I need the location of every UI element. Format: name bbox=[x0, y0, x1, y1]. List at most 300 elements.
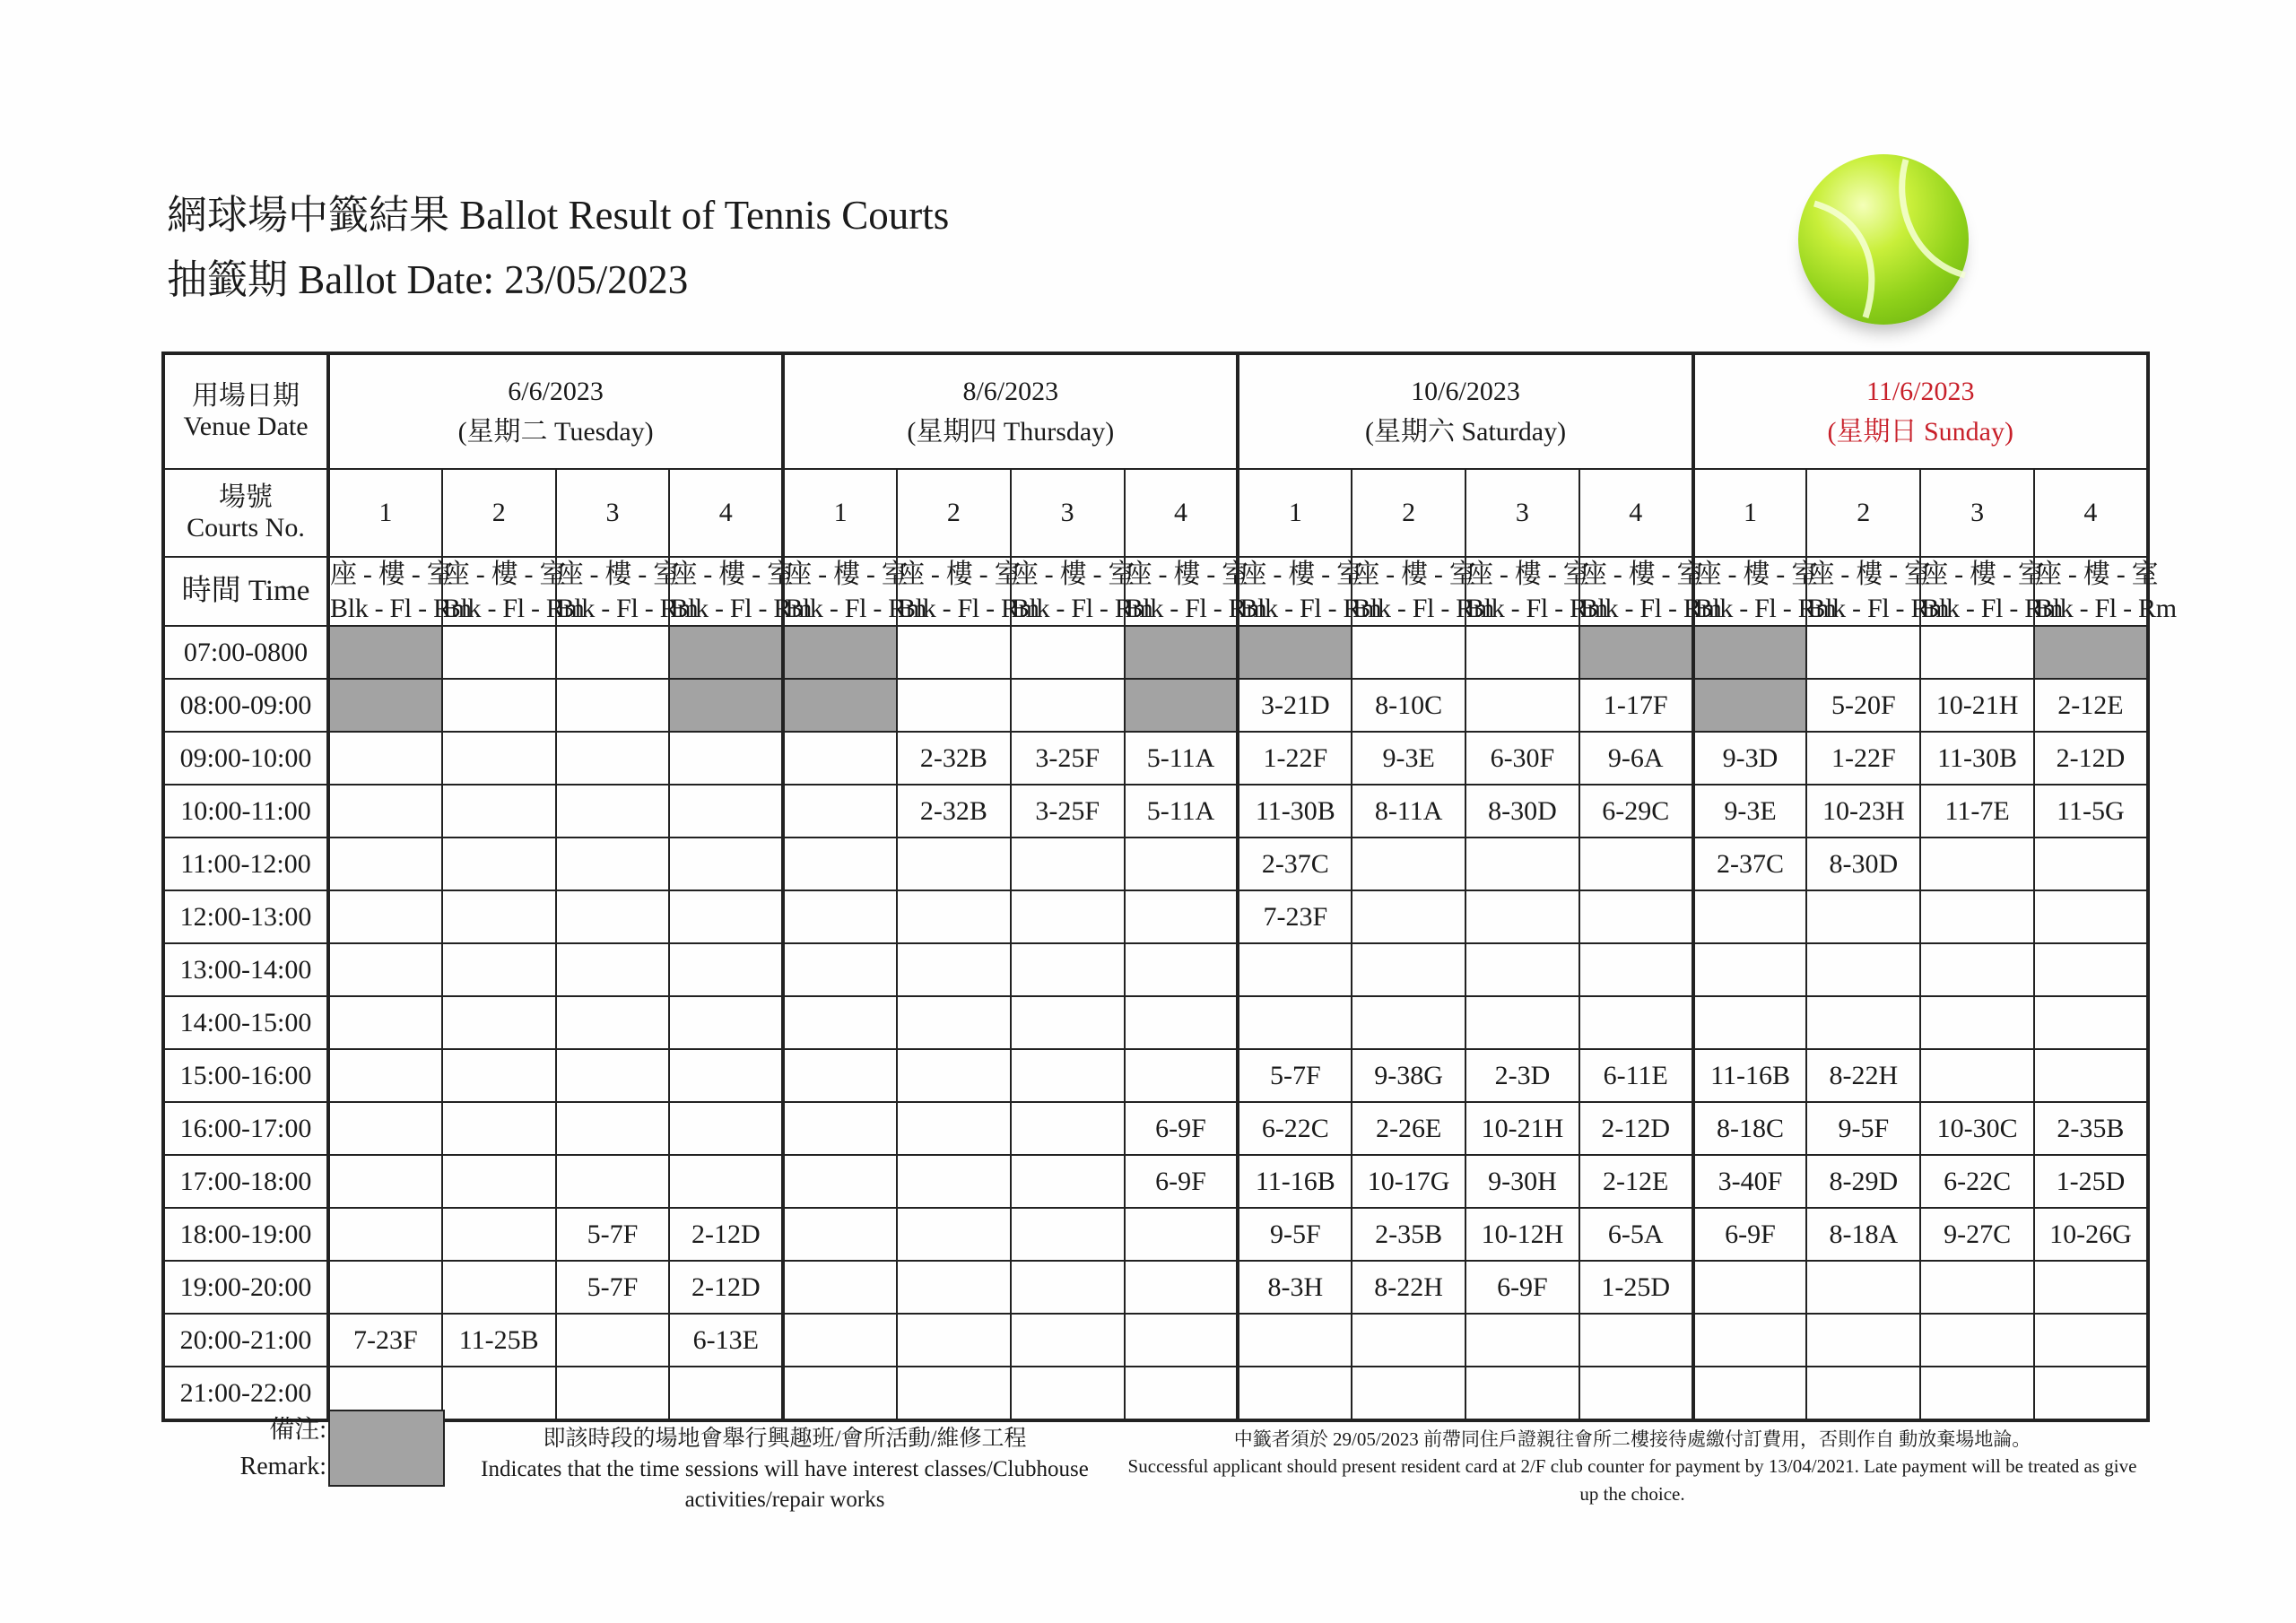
ballot-cell bbox=[1238, 1367, 1352, 1420]
table-row bbox=[163, 1155, 2148, 1208]
courts-label-en: Courts No. bbox=[187, 513, 305, 542]
ballot-cell: 3-25F bbox=[1011, 785, 1125, 838]
reserved-cell bbox=[2034, 626, 2148, 679]
ballot-cell bbox=[669, 1155, 783, 1208]
ballot-cell bbox=[897, 1049, 1011, 1102]
ballot-cell bbox=[783, 943, 897, 996]
court-number: 4 bbox=[1579, 469, 1693, 557]
ballot-cell bbox=[556, 1314, 670, 1367]
ballot-cell: 2-12E bbox=[2034, 679, 2148, 732]
ballot-cell bbox=[1011, 1208, 1125, 1261]
ballot-cell: 7-23F bbox=[1238, 890, 1352, 943]
unit-format-en: Blk - Fl - Rm bbox=[442, 593, 585, 623]
time-slot-label: 16:00-17:00 bbox=[163, 1102, 328, 1155]
venue-date-label-zh: 用場日期 bbox=[192, 380, 300, 411]
ballot-cell: 5-20F bbox=[1806, 679, 1920, 732]
ballot-cell bbox=[897, 1261, 1011, 1314]
ballot-cell bbox=[1125, 1049, 1239, 1102]
shade-note-en: Indicates that the time sessions will have interest classes/Clubhouse activities/repair works bbox=[481, 1456, 1089, 1512]
unit-format-en: Blk - Fl - Rm bbox=[785, 593, 926, 623]
ballot-cell bbox=[556, 1155, 670, 1208]
ballot-cell bbox=[442, 626, 556, 679]
ballot-cell: 2-12E bbox=[1579, 1155, 1693, 1208]
ballot-cell bbox=[783, 1102, 897, 1155]
day-header-saturday bbox=[1238, 353, 1692, 469]
ballot-cell bbox=[783, 1367, 897, 1420]
court-number: 1 bbox=[1238, 469, 1352, 557]
ballot-cell: 8-11A bbox=[1352, 785, 1465, 838]
reserved-cell bbox=[328, 626, 442, 679]
ballot-cell: 10-26G bbox=[2034, 1208, 2148, 1261]
ballot-cell bbox=[1352, 1314, 1465, 1367]
ballot-cell bbox=[669, 996, 783, 1049]
table-row bbox=[163, 785, 2148, 838]
ballot-cell: 9-5F bbox=[1806, 1102, 1920, 1155]
time-slot-label: 10:00-11:00 bbox=[163, 785, 328, 838]
unit-format-en: Blk - Fl - Rm bbox=[1921, 593, 2063, 623]
ballot-cell bbox=[1579, 943, 1693, 996]
ballot-cell bbox=[556, 890, 670, 943]
venue-date-label bbox=[163, 353, 328, 469]
ballot-cell bbox=[1011, 890, 1125, 943]
ballot-cell bbox=[1352, 996, 1465, 1049]
ballot-cell bbox=[897, 1208, 1011, 1261]
ballot-cell bbox=[442, 943, 556, 996]
ballot-cell bbox=[1125, 1261, 1239, 1314]
ballot-cell: 10-21H bbox=[1465, 1102, 1579, 1155]
ballot-cell: 5-7F bbox=[556, 1261, 670, 1314]
ballot-cell bbox=[442, 785, 556, 838]
ballot-cell bbox=[1011, 1102, 1125, 1155]
ballot-cell bbox=[1352, 1367, 1465, 1420]
ballot-cell bbox=[2034, 1261, 2148, 1314]
day-header-sunday bbox=[1693, 353, 2148, 469]
ballot-cell bbox=[1125, 890, 1239, 943]
ballot-cell bbox=[1693, 890, 1807, 943]
remark-label-en: Remark: bbox=[239, 1452, 326, 1480]
table-row bbox=[163, 1314, 2148, 1367]
ballot-cell bbox=[1806, 890, 1920, 943]
ballot-cell: 11-16B bbox=[1693, 1049, 1807, 1102]
court-number: 1 bbox=[783, 469, 897, 557]
unit-format-zh: 座 - 樓 - 室 bbox=[1921, 560, 2045, 589]
ballot-cell: 3-25F bbox=[1011, 732, 1125, 785]
ballot-cell: 2-37C bbox=[1238, 838, 1352, 890]
shade-note bbox=[453, 1424, 1117, 1515]
unit-format-zh: 座 - 樓 - 室 bbox=[1466, 560, 1590, 589]
unit-format-en: Blk - Fl - Rm bbox=[1239, 593, 1382, 623]
ballot-cell bbox=[783, 1314, 897, 1367]
table-row bbox=[163, 1102, 2148, 1155]
ballot-cell bbox=[442, 1367, 556, 1420]
ballot-cell: 11-7E bbox=[1920, 785, 2034, 838]
unit-format-label bbox=[1920, 557, 2063, 626]
ballot-cell bbox=[1465, 1314, 1579, 1367]
ballot-cell bbox=[328, 1102, 442, 1155]
time-slot-label: 07:00-0800 bbox=[163, 626, 328, 679]
ballot-cell bbox=[897, 1314, 1011, 1367]
ballot-cell: 2-32B bbox=[897, 732, 1011, 785]
unit-format-label bbox=[1465, 557, 1608, 626]
ballot-cell bbox=[1011, 838, 1125, 890]
ballot-cell bbox=[2034, 943, 2148, 996]
unit-format-zh: 座 - 樓 - 室 bbox=[670, 560, 794, 589]
ballot-cell bbox=[442, 679, 556, 732]
ballot-cell bbox=[1579, 996, 1693, 1049]
ballot-cell bbox=[897, 626, 1011, 679]
time-slot-label: 12:00-13:00 bbox=[163, 890, 328, 943]
unit-format-en: Blk - Fl - Rm bbox=[2035, 593, 2177, 623]
ballot-cell: 6-13E bbox=[669, 1314, 783, 1367]
ballot-cell: 9-3E bbox=[1352, 732, 1465, 785]
ballot-cell: 3-40F bbox=[1693, 1155, 1807, 1208]
ballot-cell bbox=[442, 1208, 556, 1261]
ballot-cell bbox=[1693, 996, 1807, 1049]
ballot-cell bbox=[1125, 838, 1239, 890]
reserved-cell bbox=[783, 626, 897, 679]
ballot-cell: 2-12D bbox=[1579, 1102, 1693, 1155]
ballot-cell: 2-35B bbox=[2034, 1102, 2148, 1155]
ballot-cell bbox=[783, 1049, 897, 1102]
page-title: 網球場中籤結果 Ballot Result of Tennis Courts bbox=[167, 193, 950, 238]
unit-format-en: Blk - Fl - Rm bbox=[1125, 593, 1267, 623]
court-number: 2 bbox=[897, 469, 1011, 557]
ballot-cell: 8-30D bbox=[1465, 785, 1579, 838]
court-number: 4 bbox=[669, 469, 783, 557]
ballot-cell bbox=[897, 943, 1011, 996]
unit-format-zh: 座 - 樓 - 室 bbox=[1239, 560, 1363, 589]
ballot-cell bbox=[328, 1261, 442, 1314]
ballot-cell bbox=[1352, 890, 1465, 943]
unit-format-zh: 座 - 樓 - 室 bbox=[556, 560, 680, 589]
ballot-cell bbox=[1920, 626, 2034, 679]
ballot-cell bbox=[1125, 1367, 1239, 1420]
ballot-cell: 8-3H bbox=[1238, 1261, 1352, 1314]
ballot-table bbox=[161, 352, 2177, 1422]
ballot-cell: 8-18C bbox=[1693, 1102, 1807, 1155]
time-slot-label: 11:00-12:00 bbox=[163, 838, 328, 890]
ballot-cell bbox=[1238, 996, 1352, 1049]
ballot-cell bbox=[1465, 679, 1579, 732]
ballot-cell bbox=[897, 996, 1011, 1049]
ballot-cell bbox=[328, 890, 442, 943]
day-header-tuesday bbox=[328, 353, 783, 469]
ballot-cell bbox=[556, 732, 670, 785]
reserved-cell bbox=[1125, 626, 1239, 679]
ballot-cell: 2-37C bbox=[1693, 838, 1807, 890]
ballot-cell: 11-30B bbox=[1920, 732, 2034, 785]
ballot-cell bbox=[556, 626, 670, 679]
ballot-cell bbox=[2034, 996, 2148, 1049]
ballot-cell bbox=[669, 1367, 783, 1420]
ballot-cell bbox=[669, 890, 783, 943]
ballot-cell bbox=[1125, 1314, 1239, 1367]
courts-label-zh: 場號 bbox=[219, 482, 273, 512]
ballot-date: 抽籤期 Ballot Date: 23/05/2023 bbox=[167, 257, 689, 302]
ballot-cell: 8-30D bbox=[1806, 838, 1920, 890]
ballot-cell bbox=[328, 838, 442, 890]
ballot-cell bbox=[442, 732, 556, 785]
ballot-cell bbox=[1806, 996, 1920, 1049]
ballot-cell bbox=[1693, 1261, 1807, 1314]
tennis-ball-icon bbox=[1798, 154, 1969, 325]
table-row bbox=[163, 626, 2148, 679]
ballot-cell bbox=[442, 890, 556, 943]
ballot-cell bbox=[1011, 996, 1125, 1049]
day-weekday: (星期日 Sunday) bbox=[1827, 417, 2013, 447]
ballot-cell bbox=[1352, 626, 1465, 679]
ballot-cell: 1-22F bbox=[1806, 732, 1920, 785]
day-date: 11/6/2023 bbox=[1866, 377, 1975, 406]
ballot-cell: 9-3E bbox=[1693, 785, 1807, 838]
ballot-cell bbox=[442, 1102, 556, 1155]
unit-format-label bbox=[328, 557, 472, 626]
ballot-cell: 9-30H bbox=[1465, 1155, 1579, 1208]
time-slot-label: 18:00-19:00 bbox=[163, 1208, 328, 1261]
ballot-cell bbox=[442, 838, 556, 890]
ballot-cell: 5-11A bbox=[1125, 785, 1239, 838]
unit-format-en: Blk - Fl - Rm bbox=[897, 593, 1039, 623]
court-number: 3 bbox=[556, 469, 670, 557]
payment-note bbox=[1126, 1426, 2139, 1507]
ballot-cell bbox=[1693, 943, 1807, 996]
day-weekday: (星期四 Thursday) bbox=[907, 417, 1115, 447]
ballot-cell: 6-9F bbox=[1125, 1102, 1239, 1155]
unit-format-zh: 座 - 樓 - 室 bbox=[1352, 560, 1476, 589]
ballot-cell: 2-12D bbox=[2034, 732, 2148, 785]
unit-format-en: Blk - Fl - Rm bbox=[330, 593, 472, 623]
ballot-cell bbox=[1465, 838, 1579, 890]
payment-note-zh: 中籤者須於 29/05/2023 前帶同住戶證親往會所二樓接待處繳付訂費用，否則作自 動放棄場地論。 bbox=[1233, 1428, 2031, 1450]
ballot-cell: 8-22H bbox=[1352, 1261, 1465, 1314]
ballot-cell: 9-27C bbox=[1920, 1208, 2034, 1261]
ballot-cell bbox=[1806, 943, 1920, 996]
ballot-cell bbox=[1011, 1314, 1125, 1367]
ballot-cell: 6-29C bbox=[1579, 785, 1693, 838]
table-row bbox=[163, 679, 2148, 732]
unit-format-label bbox=[669, 557, 813, 626]
ballot-cell bbox=[556, 943, 670, 996]
ballot-cell bbox=[1920, 1261, 2034, 1314]
ballot-cell bbox=[2034, 1314, 2148, 1367]
table-row bbox=[163, 890, 2148, 943]
day-date: 8/6/2023 bbox=[962, 377, 1059, 406]
ballot-cell bbox=[1806, 1314, 1920, 1367]
ballot-cell: 10-17G bbox=[1352, 1155, 1465, 1208]
ballot-cell: 5-11A bbox=[1125, 732, 1239, 785]
ballot-cell bbox=[1579, 890, 1693, 943]
day-date: 6/6/2023 bbox=[508, 377, 604, 406]
ballot-cell bbox=[1806, 1261, 1920, 1314]
ballot-cell bbox=[783, 838, 897, 890]
ballot-cell: 11-5G bbox=[2034, 785, 2148, 838]
ballot-cell: 9-38G bbox=[1352, 1049, 1465, 1102]
ballot-cell bbox=[1011, 1261, 1125, 1314]
ballot-cell: 5-7F bbox=[556, 1208, 670, 1261]
ballot-cell: 2-26E bbox=[1352, 1102, 1465, 1155]
unit-format-label bbox=[1011, 557, 1153, 626]
ballot-cell bbox=[2034, 1367, 2148, 1420]
unit-format-en: Blk - Fl - Rm bbox=[1352, 593, 1495, 623]
time-slot-label: 21:00-22:00 bbox=[163, 1367, 328, 1420]
ballot-cell bbox=[897, 838, 1011, 890]
ballot-cell: 1-17F bbox=[1579, 679, 1693, 732]
ballot-cell bbox=[1125, 943, 1239, 996]
ballot-cell bbox=[1806, 1367, 1920, 1420]
ballot-cell: 8-22H bbox=[1806, 1049, 1920, 1102]
unit-format-en: Blk - Fl - Rm bbox=[1011, 593, 1153, 623]
reserved-cell bbox=[783, 679, 897, 732]
unit-format-label bbox=[897, 557, 1039, 626]
ballot-cell bbox=[328, 996, 442, 1049]
ballot-cell: 11-25B bbox=[442, 1314, 556, 1367]
ballot-cell bbox=[442, 1049, 556, 1102]
ballot-cell: 2-35B bbox=[1352, 1208, 1465, 1261]
ballot-cell bbox=[1465, 890, 1579, 943]
time-slot-label: 19:00-20:00 bbox=[163, 1261, 328, 1314]
court-number: 2 bbox=[442, 469, 556, 557]
court-number: 2 bbox=[1352, 469, 1465, 557]
unit-format-label bbox=[783, 557, 926, 626]
ballot-cell: 8-29D bbox=[1806, 1155, 1920, 1208]
unit-format-zh: 座 - 樓 - 室 bbox=[1125, 560, 1248, 589]
ballot-cell bbox=[1011, 679, 1125, 732]
ballot-cell bbox=[328, 732, 442, 785]
unit-format-zh: 座 - 樓 - 室 bbox=[897, 560, 1022, 589]
time-slot-label: 09:00-10:00 bbox=[163, 732, 328, 785]
ballot-cell bbox=[897, 679, 1011, 732]
ballot-cell bbox=[897, 890, 1011, 943]
ballot-cell bbox=[442, 996, 556, 1049]
time-label: 時間 Time bbox=[163, 557, 328, 626]
ballot-cell bbox=[669, 1102, 783, 1155]
ballot-cell bbox=[783, 890, 897, 943]
ballot-cell: 7-23F bbox=[328, 1314, 442, 1367]
reserved-cell bbox=[669, 679, 783, 732]
ballot-cell: 2-12D bbox=[669, 1261, 783, 1314]
ballot-cell: 6-11E bbox=[1579, 1049, 1693, 1102]
unit-format-zh: 座 - 樓 - 室 bbox=[330, 560, 454, 589]
unit-format-en: Blk - Fl - Rm bbox=[670, 593, 813, 623]
court-number: 3 bbox=[1011, 469, 1125, 557]
ballot-cell bbox=[1011, 1049, 1125, 1102]
ballot-cell bbox=[897, 1102, 1011, 1155]
time-slot-label: 13:00-14:00 bbox=[163, 943, 328, 996]
ballot-cell bbox=[2034, 1049, 2148, 1102]
unit-format-en: Blk - Fl - Rm bbox=[1694, 593, 1837, 623]
unit-format-zh: 座 - 樓 - 室 bbox=[1807, 560, 1931, 589]
unit-format-en: Blk - Fl - Rm bbox=[1807, 593, 1950, 623]
ballot-cell bbox=[1920, 1367, 2034, 1420]
table-row bbox=[163, 732, 2148, 785]
reserved-cell bbox=[1693, 679, 1807, 732]
unit-format-en: Blk - Fl - Rm bbox=[556, 593, 699, 623]
ballot-cell bbox=[1011, 1367, 1125, 1420]
ballot-cell: 11-30B bbox=[1238, 785, 1352, 838]
time-slot-label: 20:00-21:00 bbox=[163, 1314, 328, 1367]
ballot-cell: 3-21D bbox=[1238, 679, 1352, 732]
court-number: 3 bbox=[1465, 469, 1579, 557]
ballot-cell bbox=[2034, 838, 2148, 890]
table-row bbox=[163, 996, 2148, 1049]
ballot-cell bbox=[1238, 943, 1352, 996]
unit-format-en: Blk - Fl - Rm bbox=[1466, 593, 1608, 623]
table-row bbox=[163, 1208, 2148, 1261]
ballot-cell: 10-30C bbox=[1920, 1102, 2034, 1155]
ballot-cell bbox=[1806, 626, 1920, 679]
ballot-cell bbox=[783, 732, 897, 785]
unit-format-label bbox=[556, 557, 699, 626]
ballot-cell bbox=[1011, 626, 1125, 679]
table-row bbox=[163, 1367, 2148, 1420]
unit-format-label bbox=[1693, 557, 1837, 626]
time-slot-label: 08:00-09:00 bbox=[163, 679, 328, 732]
ballot-cell bbox=[556, 1049, 670, 1102]
time-slot-label: 17:00-18:00 bbox=[163, 1155, 328, 1208]
ballot-cell: 9-3D bbox=[1693, 732, 1807, 785]
unit-format-label bbox=[2034, 557, 2177, 626]
ballot-cell bbox=[1125, 1208, 1239, 1261]
court-number: 1 bbox=[1693, 469, 1807, 557]
ballot-cell: 1-25D bbox=[2034, 1155, 2148, 1208]
shaded-legend-swatch bbox=[328, 1410, 445, 1487]
ballot-cell bbox=[328, 943, 442, 996]
venue-date-label-en: Venue Date bbox=[183, 412, 309, 441]
day-weekday: (星期二 Tuesday) bbox=[457, 417, 654, 447]
ballot-cell bbox=[669, 838, 783, 890]
court-number: 1 bbox=[328, 469, 442, 557]
ballot-cell bbox=[1465, 996, 1579, 1049]
ballot-cell bbox=[783, 1261, 897, 1314]
unit-format-zh: 座 - 樓 - 室 bbox=[1011, 560, 1135, 589]
ballot-cell bbox=[1352, 943, 1465, 996]
ballot-cell: 6-30F bbox=[1465, 732, 1579, 785]
table-row bbox=[163, 1049, 2148, 1102]
ballot-cell: 5-7F bbox=[1238, 1049, 1352, 1102]
ballot-cell bbox=[669, 1049, 783, 1102]
ballot-cell bbox=[1920, 996, 2034, 1049]
unit-format-zh: 座 - 樓 - 室 bbox=[442, 560, 567, 589]
ballot-cell: 1-25D bbox=[1579, 1261, 1693, 1314]
ballot-cell: 2-12D bbox=[669, 1208, 783, 1261]
ballot-cell bbox=[1011, 1155, 1125, 1208]
time-slot-label: 15:00-16:00 bbox=[163, 1049, 328, 1102]
reserved-cell bbox=[669, 626, 783, 679]
ballot-cell bbox=[897, 1367, 1011, 1420]
ballot-cell: 6-9F bbox=[1693, 1208, 1807, 1261]
ballot-cell bbox=[669, 785, 783, 838]
court-number: 3 bbox=[1920, 469, 2034, 557]
day-date: 10/6/2023 bbox=[1411, 377, 1520, 406]
unit-format-en: Blk - Fl - Rm bbox=[1579, 593, 1722, 623]
table-row bbox=[163, 943, 2148, 996]
unit-format-label bbox=[1579, 557, 1722, 626]
ballot-cell bbox=[442, 1155, 556, 1208]
ballot-cell bbox=[328, 1208, 442, 1261]
unit-format-label bbox=[1806, 557, 1950, 626]
ballot-cell bbox=[1579, 1314, 1693, 1367]
ballot-cell bbox=[1352, 838, 1465, 890]
ballot-cell bbox=[556, 996, 670, 1049]
ballot-cell: 1-22F bbox=[1238, 732, 1352, 785]
unit-format-zh: 座 - 樓 - 室 bbox=[785, 560, 909, 589]
time-slot-label: 14:00-15:00 bbox=[163, 996, 328, 1049]
ballot-cell bbox=[556, 679, 670, 732]
unit-format-label bbox=[1125, 557, 1267, 626]
ballot-cell bbox=[1465, 626, 1579, 679]
ballot-cell bbox=[783, 1155, 897, 1208]
ballot-cell bbox=[1465, 943, 1579, 996]
